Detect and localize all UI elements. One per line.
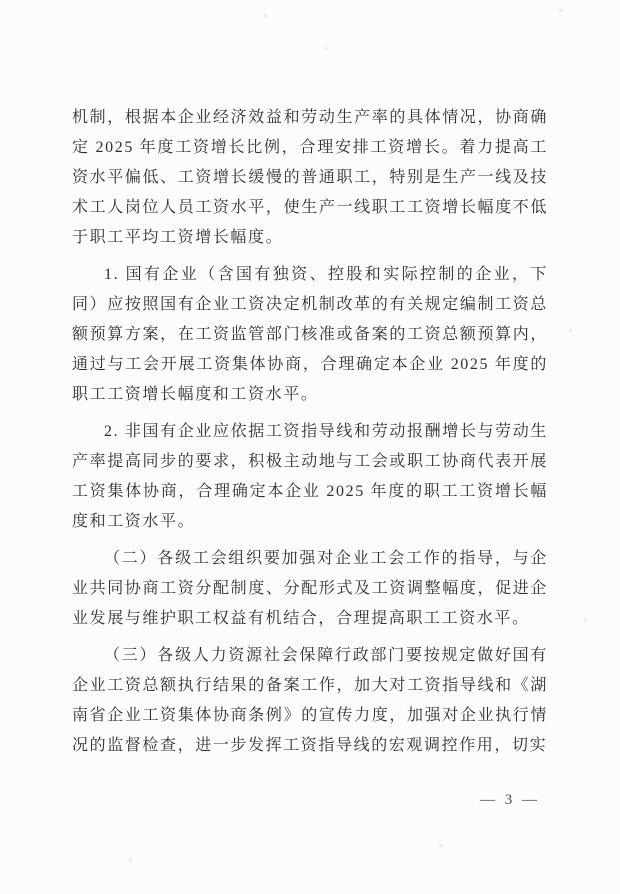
paragraph: （三）各级人力资源社会保障行政部门要按规定做好国有企业工资总额执行结果的备案工作，加大对工资指导线和《湖南省企业工资集体协商条例》的宣传力度，加强对企业执行情况的监督检查，进一步发挥工资指导线的宏观调控作用，切实	[72, 647, 548, 754]
paragraph: （二）各级工会组织要加强对企业工会工作的指导，与企业共同协商工资分配制度、分配形式及工资调整幅度，促进企业发展与维护职工权益有机结合，合理提高职工工资水平。	[72, 550, 548, 627]
scan-noise-speckles	[0, 0, 1, 1]
paragraph: 1. 国有企业（含国有独资、控股和实际控制的企业，下同）应按照国有企业工资决定机制改革的有关规定编制工资总额预算方案，在工资监管部门核准或备案的工资总额预算内，通过与工会开展工资集体协商，合理确定本企业 2025 年度的职工工资增长幅度和工资水平。	[72, 266, 548, 403]
text-block	[72, 103, 548, 768]
page-number: — 3 —	[480, 792, 540, 808]
paragraph: 2. 非国有企业应依据工资指导线和劳动报酬增长与劳动生产率提高同步的要求，积极主动地与工会或职工协商代表开展工资集体协商，合理确定本企业 2025 年度的职工工资增长幅度和工资水平。	[72, 423, 548, 530]
paragraph: 机制，根据本企业经济效益和劳动生产率的具体情况，协商确定 2025 年度工资增长比例，合理安排工资增长。着力提高工资水平偏低、工资增长缓慢的普通职工，特别是生产一线及技术工人岗位人员工资水平，使生产一线职工工资增长幅度不低于职工平均工资增长幅度。	[72, 109, 548, 246]
